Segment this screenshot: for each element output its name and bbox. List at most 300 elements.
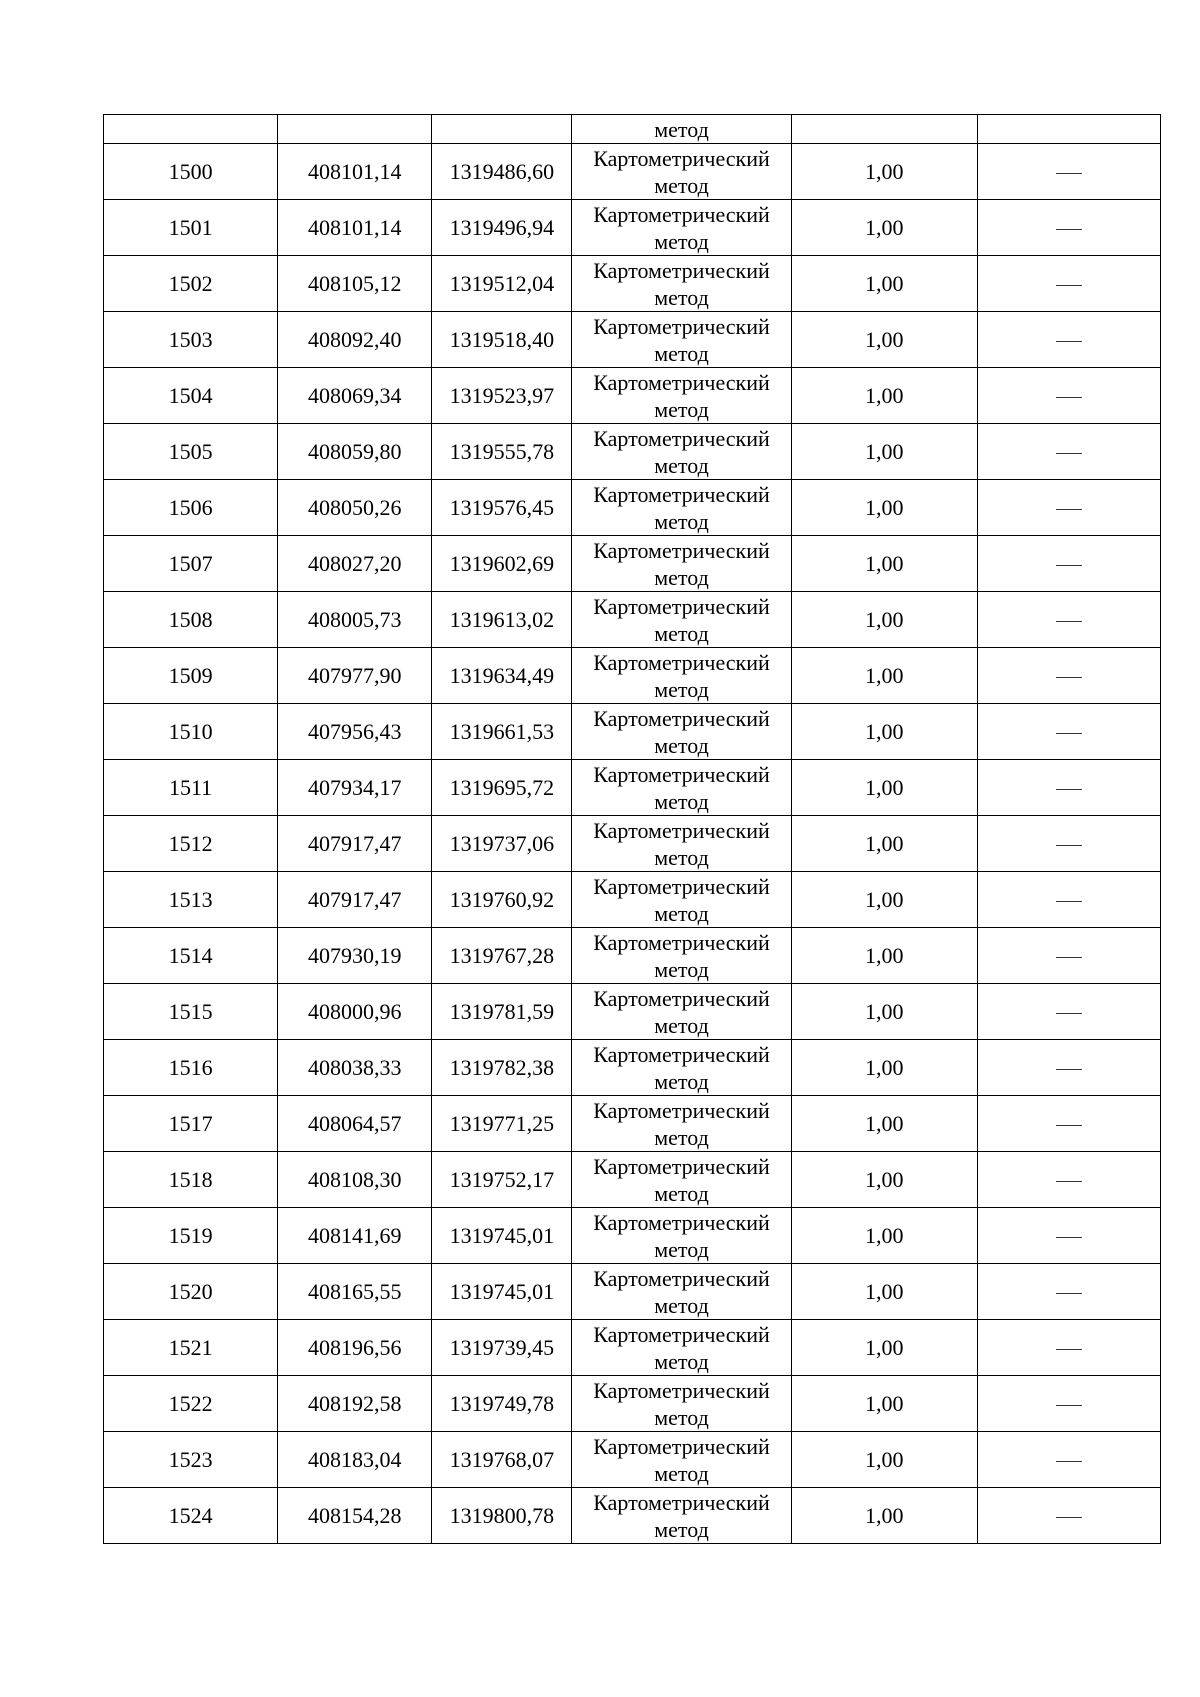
method-line-1: Картометрический bbox=[593, 1153, 770, 1179]
method-line-1: Картометрический bbox=[593, 537, 770, 563]
method-line-1: Картометрический bbox=[593, 1041, 770, 1067]
point-number: 1522 bbox=[168, 1390, 213, 1416]
accuracy-value: 1,00 bbox=[864, 886, 904, 912]
cell-accuracy bbox=[791, 1208, 977, 1264]
cell-point-number bbox=[104, 1320, 278, 1376]
table-row bbox=[104, 1152, 1161, 1208]
cell-method bbox=[572, 1096, 791, 1152]
cell-x bbox=[278, 1432, 432, 1488]
table-row bbox=[104, 536, 1161, 592]
cell-x bbox=[278, 1488, 432, 1544]
accuracy-value: 1,00 bbox=[864, 1054, 904, 1080]
cell-point-number bbox=[104, 115, 278, 144]
cell-note bbox=[977, 1488, 1160, 1544]
coord-x: 407917,47 bbox=[307, 886, 402, 912]
cell-point-number bbox=[104, 1152, 278, 1208]
cell-note bbox=[977, 368, 1160, 424]
coord-y: 1319782,38 bbox=[449, 1054, 555, 1080]
method-line-1: Картометрический bbox=[593, 201, 770, 227]
point-number: 1513 bbox=[168, 886, 213, 912]
coord-y: 1319781,59 bbox=[449, 998, 555, 1024]
method-line-1: Картометрический bbox=[593, 817, 770, 843]
method-line-1: Картометрический bbox=[593, 873, 770, 899]
point-number: 1518 bbox=[168, 1166, 213, 1192]
cell-x bbox=[278, 704, 432, 760]
cell-point-number bbox=[104, 760, 278, 816]
cell-method bbox=[572, 256, 791, 312]
method-line-1: Картометрический bbox=[593, 929, 770, 955]
coord-y: 1319518,40 bbox=[449, 326, 555, 352]
coord-x: 408038,33 bbox=[307, 1054, 402, 1080]
cell-accuracy bbox=[791, 1320, 977, 1376]
cell-note bbox=[977, 256, 1160, 312]
cell-method bbox=[572, 1320, 791, 1376]
coord-y: 1319512,04 bbox=[449, 270, 555, 296]
cell-point-number bbox=[104, 1264, 278, 1320]
method-line-2: метод bbox=[654, 172, 709, 198]
cell-note bbox=[977, 704, 1160, 760]
method-line-2: метод bbox=[654, 228, 709, 254]
point-number: 1512 bbox=[168, 830, 213, 856]
method-line-1: Картометрический bbox=[593, 1489, 770, 1515]
method-line-2: метод bbox=[654, 1460, 709, 1486]
coordinates-table bbox=[103, 114, 1161, 1544]
coord-y: 1319737,06 bbox=[449, 830, 555, 856]
cell-x bbox=[278, 368, 432, 424]
cell-y bbox=[432, 1264, 572, 1320]
cell-note bbox=[977, 424, 1160, 480]
cell-note bbox=[977, 1376, 1160, 1432]
method-line-2: метод bbox=[654, 1404, 709, 1430]
cell-note bbox=[977, 536, 1160, 592]
method-line-1: Картометрический bbox=[593, 1097, 770, 1123]
method-line-2: метод bbox=[654, 1292, 709, 1318]
method-line-2: метод bbox=[654, 1180, 709, 1206]
table-row bbox=[104, 424, 1161, 480]
dash-mark bbox=[1056, 677, 1082, 678]
cell-method bbox=[572, 984, 791, 1040]
cell-point-number bbox=[104, 312, 278, 368]
cell-note bbox=[977, 480, 1160, 536]
method-line-1: Картометрический bbox=[593, 1321, 770, 1347]
table-row bbox=[104, 1096, 1161, 1152]
cell-x bbox=[278, 984, 432, 1040]
cell-y bbox=[432, 704, 572, 760]
point-number: 1504 bbox=[168, 382, 213, 408]
point-number: 1503 bbox=[168, 326, 213, 352]
cell-accuracy bbox=[791, 816, 977, 872]
method-line-2: метод bbox=[654, 340, 709, 366]
table-row bbox=[104, 592, 1161, 648]
cell-method bbox=[572, 1040, 791, 1096]
table-body bbox=[104, 115, 1161, 1544]
table-row bbox=[104, 312, 1161, 368]
cell-x bbox=[278, 200, 432, 256]
coord-x: 408000,96 bbox=[307, 998, 402, 1024]
cell-accuracy bbox=[791, 704, 977, 760]
dash-mark bbox=[1056, 789, 1082, 790]
table-row bbox=[104, 928, 1161, 984]
accuracy-value: 1,00 bbox=[864, 1390, 904, 1416]
method-line-2: метод bbox=[654, 1236, 709, 1262]
cell-y bbox=[432, 984, 572, 1040]
table-row bbox=[104, 1432, 1161, 1488]
coord-x: 408101,14 bbox=[307, 158, 402, 184]
point-number: 1524 bbox=[168, 1502, 213, 1528]
cell-note bbox=[977, 144, 1160, 200]
cell-accuracy bbox=[791, 312, 977, 368]
cell-accuracy bbox=[791, 1040, 977, 1096]
cell-y bbox=[432, 872, 572, 928]
cell-point-number bbox=[104, 256, 278, 312]
cell-note bbox=[977, 1208, 1160, 1264]
method-line-2: метод bbox=[654, 564, 709, 590]
coord-x: 407956,43 bbox=[307, 718, 402, 744]
cell-accuracy bbox=[791, 760, 977, 816]
coord-x: 407977,90 bbox=[307, 662, 402, 688]
coord-x: 407934,17 bbox=[307, 774, 402, 800]
cell-method bbox=[572, 424, 791, 480]
cell-y bbox=[432, 1432, 572, 1488]
cell-x bbox=[278, 928, 432, 984]
cell-x bbox=[278, 592, 432, 648]
cell-point-number bbox=[104, 480, 278, 536]
point-number: 1514 bbox=[168, 942, 213, 968]
cell-y bbox=[432, 115, 572, 144]
coord-y: 1319555,78 bbox=[449, 438, 555, 464]
cell-x bbox=[278, 816, 432, 872]
dash-mark bbox=[1056, 341, 1082, 342]
cell-y bbox=[432, 536, 572, 592]
cell-method bbox=[572, 368, 791, 424]
point-number: 1519 bbox=[168, 1222, 213, 1248]
accuracy-value: 1,00 bbox=[864, 1502, 904, 1528]
coord-x: 408183,04 bbox=[307, 1446, 402, 1472]
cell-x bbox=[278, 1376, 432, 1432]
cell-x bbox=[278, 648, 432, 704]
cell-accuracy bbox=[791, 648, 977, 704]
coord-y: 1319695,72 bbox=[449, 774, 555, 800]
cell-point-number bbox=[104, 1432, 278, 1488]
cell-method bbox=[572, 928, 791, 984]
accuracy-value: 1,00 bbox=[864, 662, 904, 688]
cell-accuracy bbox=[791, 368, 977, 424]
cell-x bbox=[278, 872, 432, 928]
table-row bbox=[104, 872, 1161, 928]
cell-note bbox=[977, 816, 1160, 872]
cell-point-number bbox=[104, 424, 278, 480]
accuracy-value: 1,00 bbox=[864, 1278, 904, 1304]
dash-mark bbox=[1056, 509, 1082, 510]
cell-accuracy bbox=[791, 872, 977, 928]
method-line-2: метод bbox=[654, 1012, 709, 1038]
accuracy-value: 1,00 bbox=[864, 494, 904, 520]
table-row bbox=[104, 1264, 1161, 1320]
dash-mark bbox=[1056, 285, 1082, 286]
cell-y bbox=[432, 592, 572, 648]
coord-y: 1319745,01 bbox=[449, 1222, 555, 1248]
table-row bbox=[104, 704, 1161, 760]
point-number: 1511 bbox=[168, 774, 213, 800]
cell-method bbox=[572, 592, 791, 648]
table-row bbox=[104, 648, 1161, 704]
cell-method bbox=[572, 536, 791, 592]
coord-x: 408105,12 bbox=[307, 270, 402, 296]
coord-y: 1319745,01 bbox=[449, 1278, 555, 1304]
cell-accuracy bbox=[791, 480, 977, 536]
point-number: 1507 bbox=[168, 550, 213, 576]
coord-x: 407917,47 bbox=[307, 830, 402, 856]
cell-method bbox=[572, 200, 791, 256]
method-line-1: Картометрический bbox=[593, 313, 770, 339]
method-tail: метод bbox=[654, 117, 709, 142]
table-row bbox=[104, 760, 1161, 816]
cell-y bbox=[432, 1096, 572, 1152]
dash-mark bbox=[1056, 957, 1082, 958]
accuracy-value: 1,00 bbox=[864, 606, 904, 632]
point-number: 1509 bbox=[168, 662, 213, 688]
method-line-1: Картометрический bbox=[593, 649, 770, 675]
coord-y: 1319523,97 bbox=[449, 382, 555, 408]
method-line-1: Картометрический bbox=[593, 145, 770, 171]
cell-x bbox=[278, 1096, 432, 1152]
cell-point-number bbox=[104, 368, 278, 424]
accuracy-value: 1,00 bbox=[864, 1334, 904, 1360]
dash-mark bbox=[1056, 1405, 1082, 1406]
method-line-1: Картометрический bbox=[593, 369, 770, 395]
accuracy-value: 1,00 bbox=[864, 158, 904, 184]
method-line-2: метод bbox=[654, 1348, 709, 1374]
cell-point-number bbox=[104, 536, 278, 592]
dash-mark bbox=[1056, 1237, 1082, 1238]
method-line-1: Картометрический bbox=[593, 593, 770, 619]
accuracy-value: 1,00 bbox=[864, 942, 904, 968]
cell-method bbox=[572, 1208, 791, 1264]
table-row bbox=[104, 1040, 1161, 1096]
table-row bbox=[104, 1376, 1161, 1432]
dash-mark bbox=[1056, 1293, 1082, 1294]
dash-mark bbox=[1056, 1013, 1082, 1014]
cell-note bbox=[977, 115, 1160, 144]
accuracy-value: 1,00 bbox=[864, 998, 904, 1024]
coord-y: 1319576,45 bbox=[449, 494, 555, 520]
cell-accuracy bbox=[791, 256, 977, 312]
coord-x: 408165,55 bbox=[307, 1278, 402, 1304]
cell-accuracy bbox=[791, 1376, 977, 1432]
method-line-2: метод bbox=[654, 732, 709, 758]
coord-x: 408050,26 bbox=[307, 494, 402, 520]
cell-method bbox=[572, 1488, 791, 1544]
cell-note bbox=[977, 592, 1160, 648]
dash-mark bbox=[1056, 733, 1082, 734]
cell-x bbox=[278, 1208, 432, 1264]
accuracy-value: 1,00 bbox=[864, 1446, 904, 1472]
cell-point-number bbox=[104, 592, 278, 648]
method-line-1: Картометрический bbox=[593, 1209, 770, 1235]
cell-point-number bbox=[104, 928, 278, 984]
coord-x: 408064,57 bbox=[307, 1110, 402, 1136]
coord-y: 1319486,60 bbox=[449, 158, 555, 184]
method-line-2: метод bbox=[654, 1124, 709, 1150]
coord-y: 1319661,53 bbox=[449, 718, 555, 744]
method-line-2: метод bbox=[654, 284, 709, 310]
cell-point-number bbox=[104, 1488, 278, 1544]
method-line-2: метод bbox=[654, 508, 709, 534]
cell-x bbox=[278, 144, 432, 200]
method-line-2: метод bbox=[654, 956, 709, 982]
point-number: 1520 bbox=[168, 1278, 213, 1304]
point-number: 1508 bbox=[168, 606, 213, 632]
method-line-2: метод bbox=[654, 900, 709, 926]
cell-accuracy bbox=[791, 1264, 977, 1320]
method-line-2: метод bbox=[654, 620, 709, 646]
point-number: 1500 bbox=[168, 158, 213, 184]
cell-y bbox=[432, 928, 572, 984]
table-row bbox=[104, 368, 1161, 424]
dash-mark bbox=[1056, 845, 1082, 846]
cell-x bbox=[278, 1152, 432, 1208]
table-row bbox=[104, 480, 1161, 536]
cell-accuracy bbox=[791, 592, 977, 648]
coord-x: 408092,40 bbox=[307, 326, 402, 352]
dash-mark bbox=[1056, 397, 1082, 398]
table-row bbox=[104, 816, 1161, 872]
method-line-2: метод bbox=[654, 396, 709, 422]
coord-y: 1319760,92 bbox=[449, 886, 555, 912]
accuracy-value: 1,00 bbox=[864, 438, 904, 464]
cell-method bbox=[572, 648, 791, 704]
dash-mark bbox=[1056, 1517, 1082, 1518]
accuracy-value: 1,00 bbox=[864, 1166, 904, 1192]
method-line-1: Картометрический bbox=[593, 425, 770, 451]
point-number: 1523 bbox=[168, 1446, 213, 1472]
cell-note bbox=[977, 760, 1160, 816]
cell-method bbox=[572, 872, 791, 928]
point-number: 1501 bbox=[168, 214, 213, 240]
table-row bbox=[104, 1488, 1161, 1544]
cell-note bbox=[977, 648, 1160, 704]
point-number: 1515 bbox=[168, 998, 213, 1024]
cell-y bbox=[432, 648, 572, 704]
method-line-1: Картометрический bbox=[593, 1265, 770, 1291]
table-row bbox=[104, 1208, 1161, 1264]
coord-x: 408192,58 bbox=[307, 1390, 402, 1416]
dash-mark bbox=[1056, 229, 1082, 230]
cell-note bbox=[977, 1432, 1160, 1488]
cell-x bbox=[278, 1320, 432, 1376]
coord-x: 408154,28 bbox=[307, 1502, 402, 1528]
coord-x: 407930,19 bbox=[307, 942, 402, 968]
cell-y bbox=[432, 200, 572, 256]
coord-y: 1319634,49 bbox=[449, 662, 555, 688]
coord-x: 408059,80 bbox=[307, 438, 402, 464]
coord-y: 1319496,94 bbox=[449, 214, 555, 240]
cell-y bbox=[432, 1040, 572, 1096]
dash-mark bbox=[1056, 1461, 1082, 1462]
cell-accuracy bbox=[791, 1488, 977, 1544]
cell-point-number bbox=[104, 1040, 278, 1096]
table-row bbox=[104, 256, 1161, 312]
cell-accuracy bbox=[791, 200, 977, 256]
cell-y bbox=[432, 1488, 572, 1544]
cell-accuracy bbox=[791, 984, 977, 1040]
accuracy-value: 1,00 bbox=[864, 718, 904, 744]
accuracy-value: 1,00 bbox=[864, 270, 904, 296]
cell-point-number bbox=[104, 144, 278, 200]
method-line-1: Картометрический bbox=[593, 761, 770, 787]
coord-y: 1319768,07 bbox=[449, 1446, 555, 1472]
cell-note bbox=[977, 1096, 1160, 1152]
coord-y: 1319613,02 bbox=[449, 606, 555, 632]
continuation-row bbox=[104, 115, 1161, 144]
cell-y bbox=[432, 312, 572, 368]
method-line-1: Картометрический bbox=[593, 705, 770, 731]
cell-method bbox=[572, 1432, 791, 1488]
method-line-2: метод bbox=[654, 1516, 709, 1542]
coord-y: 1319739,45 bbox=[449, 1334, 555, 1360]
cell-method bbox=[572, 704, 791, 760]
cell-accuracy bbox=[791, 115, 977, 144]
coord-y: 1319800,78 bbox=[449, 1502, 555, 1528]
cell-y bbox=[432, 1376, 572, 1432]
dash-mark bbox=[1056, 1069, 1082, 1070]
accuracy-value: 1,00 bbox=[864, 326, 904, 352]
cell-accuracy bbox=[791, 424, 977, 480]
coord-x: 408101,14 bbox=[307, 214, 402, 240]
cell-y bbox=[432, 424, 572, 480]
method-line-1: Картометрический bbox=[593, 985, 770, 1011]
cell-x bbox=[278, 424, 432, 480]
dash-mark bbox=[1056, 1181, 1082, 1182]
coord-x: 408196,56 bbox=[307, 1334, 402, 1360]
cell-point-number bbox=[104, 984, 278, 1040]
method-line-1: Картометрический bbox=[593, 481, 770, 507]
cell-note bbox=[977, 1320, 1160, 1376]
cell-point-number bbox=[104, 1208, 278, 1264]
cell-note bbox=[977, 984, 1160, 1040]
cell-point-number bbox=[104, 704, 278, 760]
coord-x: 408005,73 bbox=[307, 606, 402, 632]
cell-note bbox=[977, 928, 1160, 984]
coord-y: 1319771,25 bbox=[449, 1110, 555, 1136]
cell-note bbox=[977, 1264, 1160, 1320]
coord-y: 1319602,69 bbox=[449, 550, 555, 576]
cell-x bbox=[278, 760, 432, 816]
accuracy-value: 1,00 bbox=[864, 1222, 904, 1248]
dash-mark bbox=[1056, 1125, 1082, 1126]
coord-x: 408141,69 bbox=[307, 1222, 402, 1248]
cell-y bbox=[432, 1152, 572, 1208]
table-row bbox=[104, 984, 1161, 1040]
accuracy-value: 1,00 bbox=[864, 214, 904, 240]
dash-mark bbox=[1056, 565, 1082, 566]
coord-y: 1319752,17 bbox=[449, 1166, 555, 1192]
cell-method bbox=[572, 312, 791, 368]
cell-x bbox=[278, 256, 432, 312]
cell-note bbox=[977, 872, 1160, 928]
cell-point-number bbox=[104, 1376, 278, 1432]
point-number: 1510 bbox=[168, 718, 213, 744]
method-line-1: Картометрический bbox=[593, 257, 770, 283]
cell-note bbox=[977, 312, 1160, 368]
cell-note bbox=[977, 1152, 1160, 1208]
method-line-2: метод bbox=[654, 452, 709, 478]
table-row bbox=[104, 200, 1161, 256]
cell-method bbox=[572, 816, 791, 872]
cell-x bbox=[278, 1040, 432, 1096]
method-line-1: Картометрический bbox=[593, 1433, 770, 1459]
point-number: 1516 bbox=[168, 1054, 213, 1080]
